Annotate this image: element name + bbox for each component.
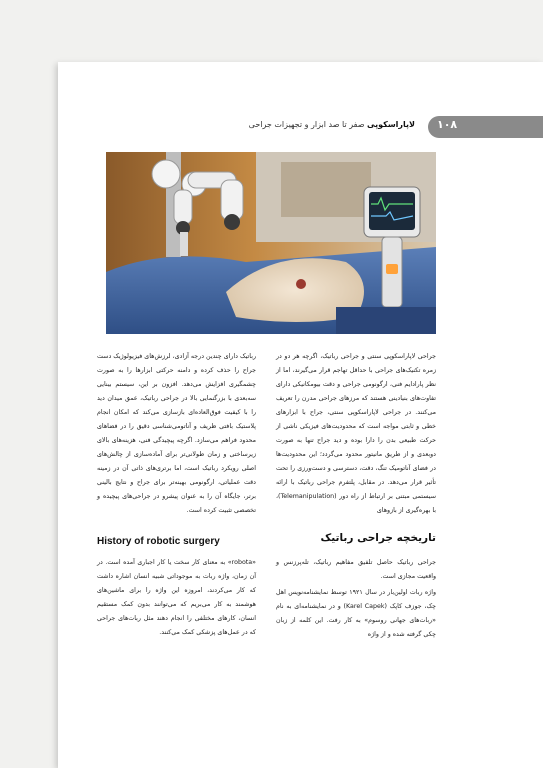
page-number: ۱۰۸ (437, 118, 458, 131)
section-heading-en: History of robotic surgery (97, 536, 220, 547)
section-right-paragraph-1: جراحی رباتیک حاصل تلفیق مفاهیم رباتیک، تله‌پرزنس و واقعیت مجازی است. (276, 559, 436, 580)
surgical-robot-photo (106, 152, 436, 334)
running-title (180, 120, 415, 129)
left-column (97, 350, 256, 520)
section-left-paragraph: «robota» به معنای کار سخت یا کار اجباری آمده است. در آن زمان، واژه ربات به موجوداتی شبیه انسان اشاره داشت که کار می‌کردند، امروزه این واژه را برای ماشین‌های هوشمند به کار می‌بریم که می‌توانند بدون کمک مستقیم انسان، کارهای مختلفی را انجام دهند مثل ربات‌های جراحی که در عمل‌های پزشکی کمک می‌کنند. (97, 559, 256, 636)
section-heading-fa: تاریخچه جراحی رباتیک (320, 532, 436, 544)
section-right-column (276, 556, 436, 644)
left-column-paragraph: رباتیک دارای چندین درجه آزادی، لرزش‌های فیزیولوژیک دست جراح را حذف کرده و دامنه حرکتی ابزارها را به صورت چشمگیری افزایش می‌دهد. افزون بر این، سیستم بینایی سه‌بعدی با بزرگنمایی بالا در جراحی رباتیک، عمق میدان دید را با کیفیت فوق‌العاده‌ای بازسازی می‌کند که امکان انجام پلاستیک بافتی ظریف و آناتومی‌شناسی دقیق را در فضاهای محدود فراهم می‌سازد. اگرچه پیچیدگی فنی، هزینه‌های بالای زیرساختی و زمان طولانی‌تر برای آماده‌سازی از چالش‌های اصلی رویکرد رباتیک است، اما برتری‌های ذاتی آن در زمینه دقت عملیاتی، ارگونومی بهینه‌تر برای جراح و نتایج بالینی برتر، جایگاه آن را به عنوان پیشرو در جراحی‌های پیچیده و تخصصی تثبیت کرده است. (97, 353, 256, 514)
section-left-column (97, 556, 256, 642)
right-column (276, 350, 436, 520)
right-column-paragraph: جراحی لاپاراسکوپی سنتی و جراحی رباتیک، اگرچه هر دو در زمره تکنیک‌های جراحی با حداقل تهاجم قرار می‌گیرند، اما از نظر پارادایم فنی، ارگونومی جراحی و دقت بیومکانیکی دارای تفاوت‌های بنیادینی هستند که مرزهای جراحی مدرن را تعریف می‌کنند. در جراحی لاپاراسکوپی سنتی، جراح با ابزارهای خطی و ثابتی مواجه است که محدودیت‌های فیزیکی ناشی از حرکت طبیعی بدن را دارا بوده و دید جراح تنها به صورت دوبعدی و از طریق مانیتور محدود می‌گردد؛ این محدودیت‌ها در فضای آناتومیک تنگ، دقت، دسترسی و دست‌ورزی را تحت تأثیر قرار می‌دهد. در مقابل، پلتفرم جراحی رباتیک با ارائه سیستمی مبتنی بر ارتباط از راه دور (Telemanipulation)، با بهره‌گیری از بازوهای (276, 353, 436, 514)
running-title-bold: لاپاراسکوپی (367, 120, 415, 129)
running-title-prefix: صفر تا صد ابزار و تجهیزات جراحی (248, 120, 365, 129)
section-right-paragraph-2: واژه ربات اولین‌بار در سال ۱۹۲۱ توسط نمایشنامه‌نویس اهل چک، جوزف کاپک (Karel Capek) و در نمایشنامه‌ای به نام «ربات‌های جهانی روسوم» به کار رفت. این کلمه از زبان چکی گرفته شده و از واژه (276, 589, 436, 638)
